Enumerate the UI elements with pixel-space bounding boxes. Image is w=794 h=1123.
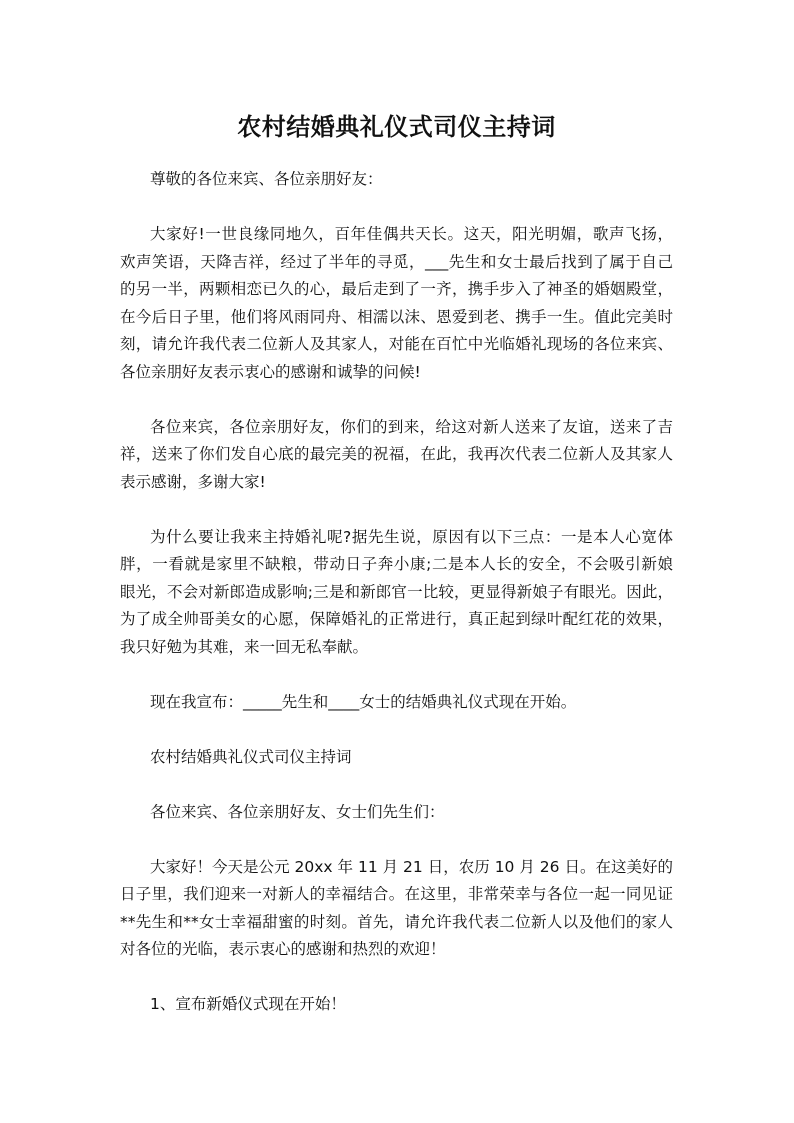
paragraph-line: 大家好!一世良缘同地久，百年佳偶共天长。这天，阳光明媚，歌声飞扬，: [150, 225, 673, 243]
paragraph-line: 各位亲朋好友表示衷心的感谢和诚挚的问候!: [120, 362, 421, 381]
document-page: [120, 110, 673, 1046]
paragraph-line: 1、宣布新婚仪式现在开始！: [150, 995, 346, 1013]
paragraph: [120, 744, 673, 772]
paragraph-line: 大家好！今天是公元 20xx 年 11 月 21 日，农历 10 月 26 日。在这美好的: [150, 857, 673, 876]
paragraph: [120, 524, 673, 662]
paragraph: [120, 414, 673, 497]
paragraph: [120, 221, 673, 386]
paragraph-line: **先生和**女士幸福甜蜜的时刻。首先，请允许我代表二位新人以及他们的家人: [120, 912, 673, 931]
paragraph-line: 现在我宣布：_____先生和____女士的结婚典礼仪式现在开始。: [150, 692, 577, 711]
document-title: 农村结婚典礼仪式司仪主持词: [237, 113, 556, 141]
paragraph: [120, 166, 673, 194]
paragraph-line: 表示感谢，多谢大家!: [120, 472, 266, 491]
paragraph-line: 眼光，不会对新郎造成影响;三是和新郎官一比较，更显得新娘子有眼光。因此，: [120, 582, 673, 601]
paragraph: [120, 799, 673, 827]
paragraph-line: 尊敬的各位来宾、各位亲朋好友：: [150, 170, 383, 188]
paragraph: [120, 689, 673, 717]
paragraph-line: 为什么要让我来主持婚礼呢?据先生说，原因有以下三点：一是本人心宽体: [150, 527, 673, 546]
paragraph-line: 胖，一看就是家里不缺粮，带动日子奔小康;二是本人长的安全，不会吸引新娘: [120, 555, 673, 573]
paragraph-line: 农村结婚典礼仪式司仪主持词: [150, 747, 352, 766]
paragraph-line: 各位来宾，各位亲朋好友，你们的到来，给这对新人送来了友谊，送来了吉: [150, 417, 673, 436]
paragraph: [120, 854, 673, 964]
paragraph-line: 日子里，我们迎来一对新人的幸福结合。在这里，非常荣幸与各位一起一同见证: [120, 885, 673, 903]
paragraph: [120, 991, 673, 1019]
paragraph-line: 欢声笑语，天降吉祥，经过了半年的寻觅，___先生和女士最后找到了属于自己: [120, 252, 673, 271]
paragraph-line: 我只好勉为其难，来一回无私奉献。: [120, 637, 369, 656]
document-body: [120, 166, 673, 1019]
paragraph-line: 各位来宾、各位亲朋好友、女士们先生们：: [150, 802, 445, 821]
paragraph-line: 对各位的光临，表示衷心的感谢和热烈的欢迎！: [120, 940, 446, 958]
paragraph-line: 刻，请允许我代表二位新人及其家人，对能在百忙中光临婚礼现场的各位来宾、: [120, 335, 673, 353]
paragraph-line: 的另一半，两颗相恋已久的心，最后走到了一齐，携手步入了神圣的婚姻殿堂，: [120, 280, 673, 298]
paragraph-line: 在今后日子里，他们将风雨同舟、相濡以沫、恩爱到老、携手一生。值此完美时: [120, 307, 673, 326]
paragraph-line: 祥，送来了你们发自心底的最完美的祝福，在此，我再次代表二位新人及其家人: [120, 445, 673, 463]
paragraph-line: 为了成全帅哥美女的心愿，保障婚礼的正常进行，真正起到绿叶配红花的效果，: [120, 610, 673, 628]
